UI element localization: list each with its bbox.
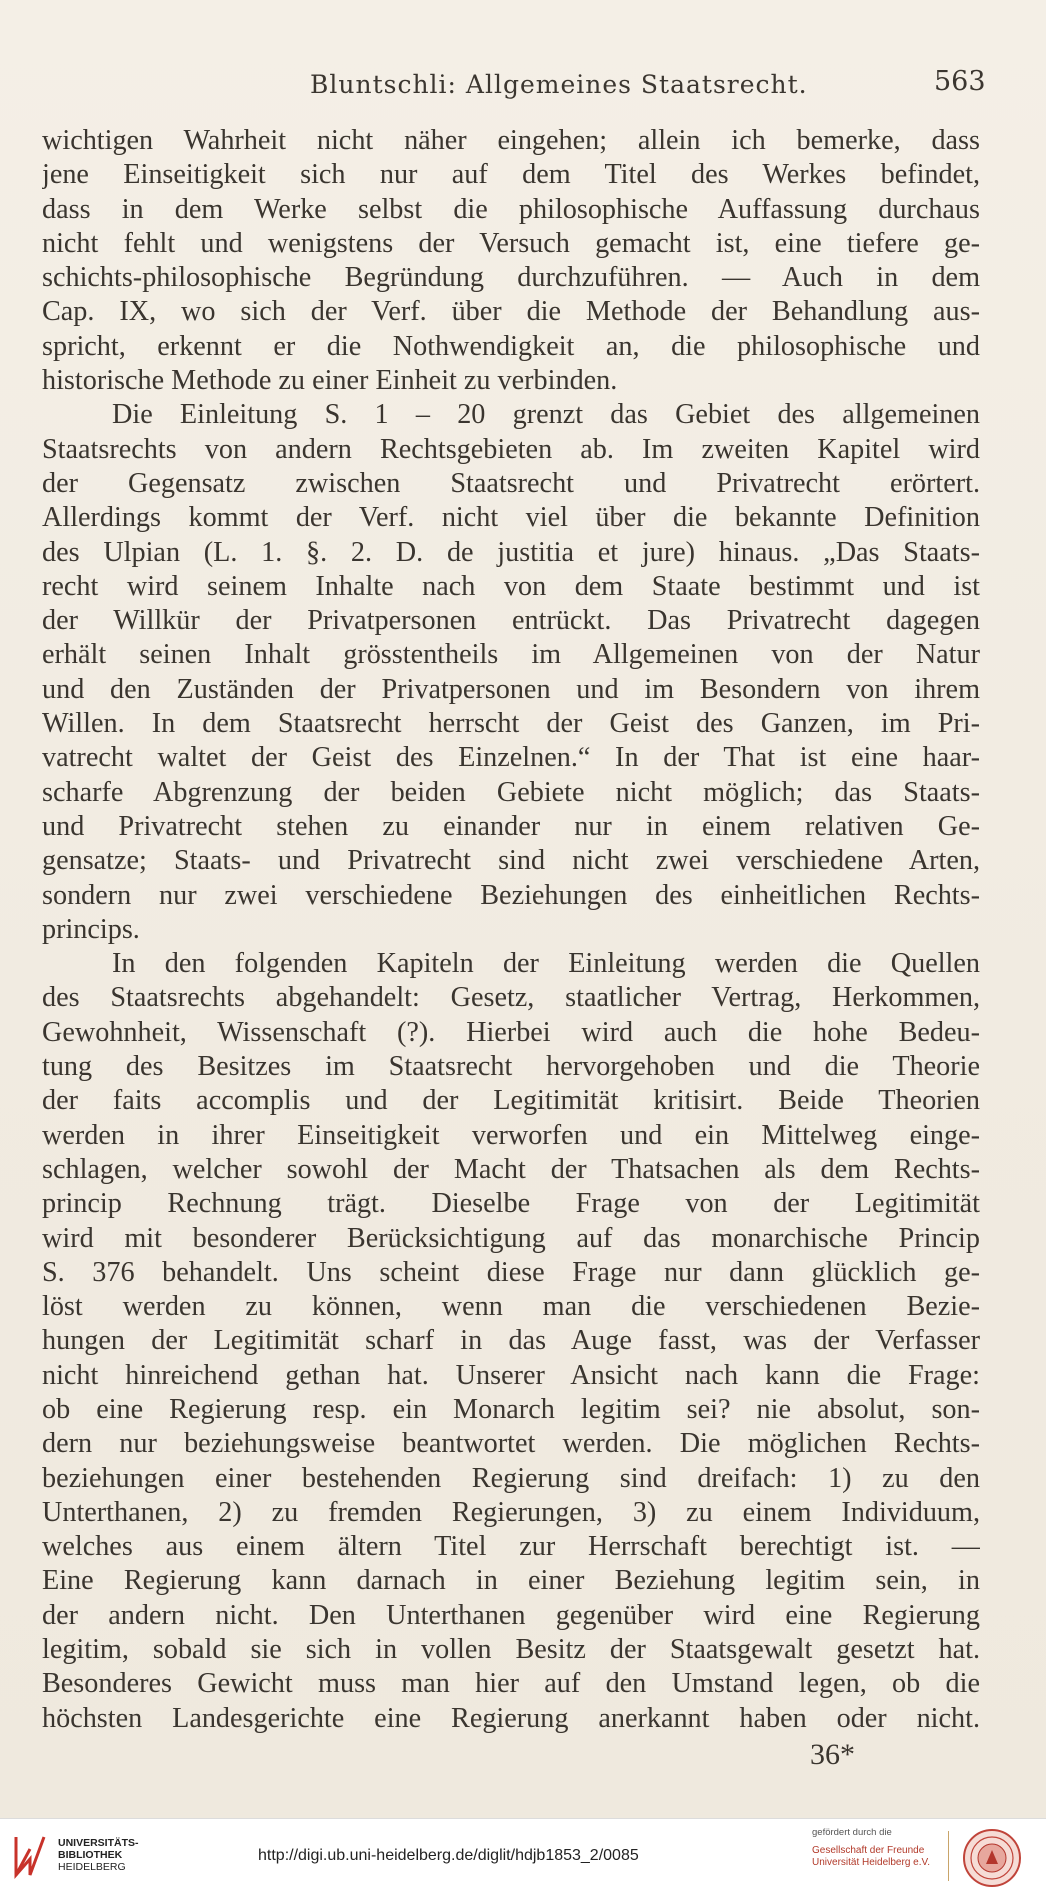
text-line: höchsten Landesgerichte eine Regierung anerkannt haben oder nicht. [42,1702,980,1734]
page-number: 563 [934,66,986,97]
text-line: gensatze; Staats- und Privatrecht sind nicht zwei verschiedene Arten, [42,845,980,877]
text-line: Willen. In dem Staatsrecht herrscht der Geist des Ganzen, im Pri- [42,708,980,740]
text-line: der andern nicht. Den Unterthanen gegenüber wird eine Regierung [42,1599,980,1631]
text-line: jene Einseitigkeit sich nur auf dem Titel des Werkes befindet, [42,159,980,191]
text-line: S. 376 behandelt. Uns scheint diese Frage nur dann glücklich ge- [42,1256,980,1288]
text-line: tung des Besitzes im Staatsrecht hervorgehoben und die Theorie [42,1051,980,1083]
text-line: Gewohnheit, Wissenschaft (?). Hierbei wird auch die hohe Bedeu- [42,1016,980,1048]
text-line: Unterthanen, 2) zu fremden Regierungen, 3) zu einem Individuum, [42,1496,980,1528]
text-line: scharfe Abgrenzung der beiden Gebiete nicht möglich; das Staats- [42,776,980,808]
text-line: legitim, sobald sie sich in vollen Besitz der Staatsgewalt gesetzt hat. [42,1634,980,1666]
text-line: Die Einleitung S. 1 – 20 grenzt das Gebiet des allgemeinen [112,399,980,431]
text-line: löst werden zu können, wenn man die verschiedenen Bezie- [42,1291,980,1323]
text-line: der Willkür der Privatpersonen entrückt. Das Privatrecht dagegen [42,605,980,637]
text-line: dass in dem Werke selbst die philosophische Auffassung durchaus [42,193,980,225]
text-line: Cap. IX, wo sich der Verf. über die Methode der Behandlung aus- [42,296,980,328]
permalink-url[interactable]: http://digi.ub.uni-heidelberg.de/diglit/hdjb1853_2/0085 [258,1847,639,1864]
running-title: Bluntschli: Allgemeines Staatsrecht. [310,70,808,99]
text-line: wichtigen Wahrheit nicht näher eingehen; allein ich bemerke, dass [42,125,980,156]
text-line: sondern nur zwei verschiedene Beziehungen des einheitlichen Rechts- [42,879,980,911]
text-line: dern nur beziehungsweise beantwortet werden. Die möglichen Rechts- [42,1428,980,1460]
text-line: schlagen, welcher sowohl der Macht der Thatsachen als dem Rechts- [42,1153,980,1185]
text-line: nicht fehlt und wenigstens der Versuch gemacht ist, eine tiefere ge- [42,227,980,259]
text-line: schichts-philosophische Begründung durchzuführen. — Auch in dem [42,262,980,294]
body-text [42,124,980,1736]
text-line: Staatsrechts von andern Rechtsgebieten ab. Im zweiten Kapitel wird [42,433,980,465]
text-line: In den folgenden Kapiteln der Einleitung werden die Quellen [112,948,980,980]
sponsor-credit: gefördert durch die Gesellschaft der Freunde Universität Heidelberg e.V. [812,1827,931,1868]
university-library-logo-icon [10,1829,50,1883]
text-line: vatrecht waltet der Geist des Einzelnen.“ In der That ist eine haar- [42,742,980,774]
text-line: princips. [42,913,140,945]
library-name: UNIVERSITÄTS- BIBLIOTHEK HEIDELBERG [58,1837,139,1873]
text-line: welches aus einem ältern Titel zur Herrschaft berechtigt ist. — [42,1531,980,1563]
text-line: Besonderes Gewicht muss man hier auf den Umstand legen, ob die [42,1668,980,1700]
text-line: Allerdings kommt der Verf. nicht viel über die bekannte Definition [42,502,980,534]
printer-signature: 36* [810,1738,855,1771]
text-line: und den Zuständen der Privatpersonen und im Besondern von ihrem [42,673,980,705]
digitization-footer [0,1818,1046,1893]
text-line: des Staatsrechts abgehandelt: Gesetz, staatlicher Vertrag, Herkommen, [42,982,980,1014]
text-line: spricht, erkennt er die Nothwendigkeit an, die philosophische und [42,330,980,362]
text-line: der faits accomplis und der Legitimität kritisirt. Beide Theorien [42,1085,980,1117]
text-line: der Gegensatz zwischen Staatsrecht und Privatrecht erörtert. [42,467,980,499]
university-seal-icon [962,1828,1022,1888]
text-line: werden in ihrer Einseitigkeit verworfen und ein Mittelweg einge- [42,1119,980,1151]
text-line: und Privatrecht stehen zu einander nur in einem relativen Ge- [42,810,980,842]
text-line: hungen der Legitimität scharf in das Auge fasst, was der Verfasser [42,1325,980,1357]
sponsor-divider [948,1831,949,1881]
text-line: erhält seinen Inhalt grösstentheils im Allgemeinen von der Natur [42,639,980,671]
text-line: ob eine Regierung resp. ein Monarch legitim sei? nie absolut, son- [42,1393,980,1425]
text-line: princip Rechnung trägt. Dieselbe Frage von der Legitimität [42,1188,980,1220]
text-line: nicht hinreichend gethan hat. Unserer Ansicht nach kann die Frage: [42,1359,980,1391]
text-line: beziehungen einer bestehenden Regierung sind dreifach: 1) zu den [42,1462,980,1494]
text-line: historische Methode zu einer Einheit zu verbinden. [42,365,618,397]
text-line: wird mit besonderer Berücksichtigung auf das monarchische Princip [42,1222,980,1254]
text-line: Eine Regierung kann darnach in einer Beziehung legitim sein, in [42,1565,980,1597]
text-line: des Ulpian (L. 1. §. 2. D. de justitia et jure) hinaus. „Das Staats- [42,536,980,568]
text-line: recht wird seinem Inhalte nach von dem Staate bestimmt und ist [42,570,980,602]
